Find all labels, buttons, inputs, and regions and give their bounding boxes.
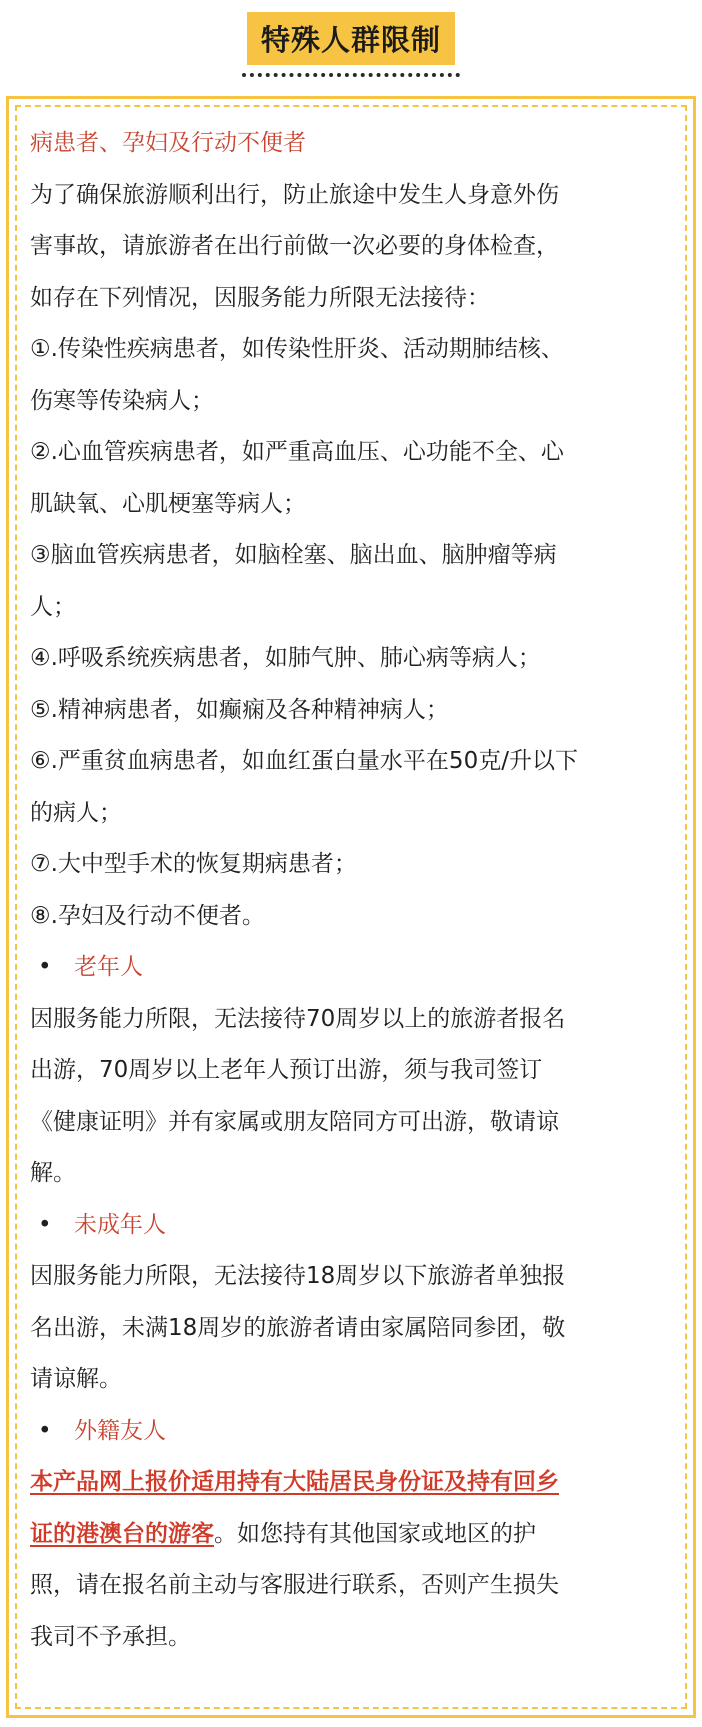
foreigners-line: 我司不予承担。 [30,1623,191,1650]
highlight-notice: 本产品网上报价适用持有大陆居民身份证及持有回乡 [30,1469,559,1495]
foreigners-line: 照，请在报名前主动与客服进行联系，否则产生损失 [30,1572,559,1598]
condition-item-8-line: ⑧.孕妇及行动不便者。 [30,902,265,929]
intro-line: 如存在下列情况，因服务能力所限无法接待： [30,284,490,311]
content-body [30,118,678,1663]
elderly-line: 《健康证明》并有家属或朋友陪同方可出游，敬请谅 [30,1108,559,1135]
elderly-line: 解。 [30,1160,76,1186]
intro-line: 害事故，请旅游者在出行前做一次必要的身体检查， [30,233,559,259]
foreigners-label: 外籍友人 [74,1417,166,1444]
condition-item-2-line: ②.心血管疾病患者，如严重高血压、心功能不全、心 [30,439,564,465]
title-wrap [0,12,702,65]
condition-item-3-line: ③脑血管疾病患者，如脑栓塞、脑出血、脑肿瘤等病 [30,542,557,568]
elderly-line: 出游，70周岁以上老年人预订出游，须与我司签订 [30,1057,543,1083]
elderly-line: 因服务能力所限，无法接待70周岁以上的旅游者报名 [30,1005,566,1032]
minors-label: 未成年人 [74,1211,166,1238]
bullet-icon: • [38,1417,52,1444]
minors-line: 请谅解。 [30,1366,122,1392]
condition-item-2-line: 肌缺氧、心肌梗塞等病人； [30,490,306,517]
foreigners-text: 。如您持有其他国家或地区的护 [214,1520,536,1547]
minors-line: 名出游，未满18周岁的旅游者请由家属陪同参团，敬 [30,1314,566,1341]
condition-item-5-line: ⑤.精神病患者，如癫痫及各种精神病人； [30,696,449,723]
condition-item-6-line: ⑥.严重贫血病患者，如血红蛋白量水平在50克/升以下 [30,748,578,774]
condition-item-4-line: ④.呼吸系统疾病患者，如肺气肿、肺心病等病人； [30,645,541,671]
condition-item-7-line: ⑦.大中型手术的恢复期病患者； [30,851,357,877]
section-heading: 病患者、孕妇及行动不便者 [30,130,306,156]
foreigners-line [30,1457,678,1509]
title-dotted-underline [242,73,460,77]
condition-item-1-line: ①.传染性疾病患者，如传染性肝炎、活动期肺结核、 [30,336,564,362]
bullet-icon: • [38,954,52,980]
foreigners-line [30,1509,678,1561]
condition-item-6-line: 的病人； [30,799,122,826]
minors-heading [30,1200,678,1252]
condition-item-3-line: 人； [30,593,76,620]
minors-line: 因服务能力所限，无法接待18周岁以下旅游者单独报 [30,1263,566,1289]
highlight-notice: 证的港澳台的游客 [30,1520,214,1547]
elderly-heading [30,942,678,994]
intro-line: 为了确保旅游顺利出行，防止旅途中发生人身意外伤 [30,181,559,208]
foreigners-heading [30,1406,678,1458]
elderly-label: 老年人 [74,954,143,980]
condition-item-1-line: 伤寒等传染病人； [30,387,214,414]
page-title: 特殊人群限制 [247,12,455,65]
bullet-icon: • [38,1211,52,1238]
